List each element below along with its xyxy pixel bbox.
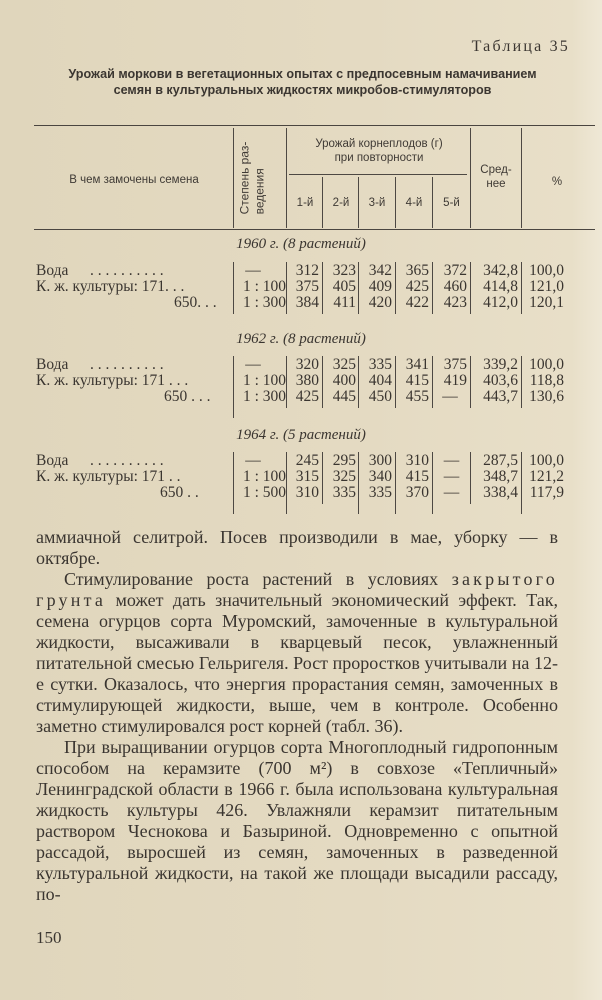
row-dilution: — [245, 262, 261, 279]
table-row [0, 279, 602, 295]
row-rep-3: 450 [368, 388, 392, 405]
row-dilution: 1 : 500 [242, 484, 286, 501]
row-dilution: 1 : 100 [242, 468, 286, 485]
row-rep-5: 372 [443, 262, 467, 279]
row-dilution: 1 : 300 [242, 294, 286, 311]
row-rep-4: 425 [405, 278, 429, 295]
row-rep-5: — [443, 452, 460, 469]
row-mean: 338,4 [483, 484, 518, 501]
row-rep-1: 425 [295, 388, 319, 405]
header-subrule [289, 174, 467, 175]
header-yield-group [288, 137, 470, 165]
row-mean: 287,5 [483, 452, 518, 469]
header-rep-5: 5-й [443, 197, 460, 209]
row-rep-3: 335 [368, 356, 392, 373]
row-rep-4: 341 [405, 356, 429, 373]
row-name: К. ж. культуры: 171 . . . [36, 372, 189, 389]
header-rep-4: 4-й [405, 197, 423, 209]
row-rep-1: 384 [295, 294, 319, 311]
row-rep-5: — [443, 484, 460, 501]
row-percent: 100,0 [529, 356, 564, 373]
table-row [0, 373, 602, 389]
header-dilution-line2: ведения [252, 168, 267, 215]
row-name: Вода [36, 452, 69, 469]
row-rep-2: 325 [332, 356, 356, 373]
row-percent: 100,0 [529, 452, 564, 469]
table-label: Таблица 35 [471, 38, 570, 55]
header-rep-3: 3-й [368, 197, 386, 209]
row-dilution: — [245, 356, 261, 373]
header-percent: % [551, 176, 563, 188]
row-rep-1: 310 [295, 484, 319, 501]
row-dilution: 1 : 100 [242, 372, 286, 389]
row-leader-dots: . . . . . . . . . . [90, 356, 164, 373]
row-rep-3: 409 [368, 278, 392, 295]
row-dilution: 1 : 300 [242, 388, 286, 405]
paragraph-1: аммиачной селитрой. Посев производили в мае, уборку — в октябре. [36, 527, 558, 568]
row-mean: 348,7 [483, 468, 518, 485]
row-rep-3: 420 [368, 294, 392, 311]
header-soaked-in: В чем замочены семена [69, 174, 199, 186]
row-rep-2: 405 [332, 278, 356, 295]
row-mean: 342,8 [483, 262, 518, 279]
row-percent: 118,8 [529, 372, 564, 389]
paragraph-3: При выращивании огурцов сорта Многоплодный гидропонным способом на керамзите (700 м²) в совхозе «Тепличный» Ленинградской области в 1966 г. была использована культуральная жидкость культуры 426. Увлажняли керамзит питательным раствором Чеснокова и Базыриной. Одновременно с опытной рассадой, выросшей из семян, замоченных в разведенной культуральной жидкости, на такой же площади высадили рассаду, по- [36, 737, 558, 904]
table-row [0, 389, 602, 405]
header-rep-1: 1-й [296, 197, 314, 209]
header-rep-2: 2-й [332, 197, 350, 209]
row-percent: 117,9 [529, 484, 564, 501]
row-mean: 443,7 [483, 388, 518, 405]
row-dilution: 1 : 100 [242, 278, 286, 295]
row-percent: 130,6 [529, 388, 564, 405]
paragraph-2 [36, 569, 558, 737]
table-row [0, 357, 602, 373]
row-leader-dots: . . . . . . . . . . [90, 262, 164, 279]
row-mean: 414,8 [483, 278, 518, 295]
row-rep-2: 400 [332, 372, 356, 389]
row-percent: 100,0 [529, 262, 564, 279]
row-mean: 412,0 [483, 294, 518, 311]
table-row [0, 453, 602, 469]
row-rep-1: 320 [295, 356, 319, 373]
row-name: 650 . . [160, 484, 199, 501]
row-percent: 120,1 [529, 294, 564, 311]
row-percent: 121,2 [529, 468, 564, 485]
row-name: Вода [36, 356, 69, 373]
row-mean: 403,6 [483, 372, 518, 389]
row-name: 650 . . . [164, 388, 211, 405]
row-rep-2: 325 [332, 468, 356, 485]
header-divider [286, 128, 287, 228]
row-name: Вода [36, 262, 69, 279]
row-rep-4: 415 [405, 468, 429, 485]
row-rep-2: 323 [332, 262, 356, 279]
row-dilution: — [245, 452, 261, 469]
row-rep-1: 315 [295, 468, 319, 485]
header-mean-line1: Сред- [480, 164, 512, 176]
header-dilution [222, 134, 282, 222]
section-title-1962: 1962 г. (8 растений) [236, 331, 366, 347]
row-rep-3: 404 [368, 372, 392, 389]
row-rep-5: 423 [443, 294, 467, 311]
row-rep-5: — [442, 388, 458, 405]
row-rep-1: 245 [295, 452, 319, 469]
row-rep-4: 415 [405, 372, 429, 389]
row-name: К. ж. культуры: 171. . . [36, 278, 185, 295]
row-rep-4: 455 [405, 388, 429, 405]
row-rep-5: 419 [443, 372, 467, 389]
header-dilution-line1: Степень раз- [237, 141, 252, 215]
row-rep-5: — [443, 468, 460, 485]
paragraph-2-start: Стимулирование роста растений в условиях [64, 569, 452, 589]
header-yield-line1: Урожай корнеплодов (г) [315, 138, 443, 150]
row-leader-dots: . . . . . . . . . . [90, 452, 164, 469]
header-mean [471, 163, 521, 191]
row-rep-2: 295 [332, 452, 356, 469]
table-header-bottom-rule [34, 229, 595, 230]
table-row [0, 485, 602, 501]
body-text [36, 527, 558, 905]
row-rep-4: 422 [405, 294, 429, 311]
table-row [0, 469, 602, 485]
row-rep-5: 375 [443, 356, 467, 373]
row-rep-4: 365 [405, 262, 429, 279]
row-percent: 121,0 [529, 278, 564, 295]
row-rep-2: 445 [332, 388, 356, 405]
row-name: 650. . . [174, 294, 217, 311]
row-rep-4: 310 [405, 452, 429, 469]
row-rep-2: 411 [333, 294, 356, 311]
row-rep-3: 340 [368, 468, 392, 485]
row-rep-5: 460 [443, 278, 467, 295]
row-mean: 339,2 [483, 356, 518, 373]
table-caption: Урожай моркови в вегетационных опытах с предпосевным намачиванием семян в культуральных жидкостях микробов-стимуляторов [68, 67, 537, 97]
row-rep-4: 370 [405, 484, 429, 501]
row-rep-1: 375 [295, 278, 319, 295]
row-rep-3: 335 [368, 484, 392, 501]
paragraph-2-rest: может дать значительный экономический эффект. Так, семена огурцов сорта Муромский, замоченные в культуральной жидкости, высаживали в кварцевый песок, увлажненный питательной смесью Гельригеля. Рост проростков учитывали на 12-е сутки. Оказалось, что энергия прорастания семян, замоченных в стимулирующей жидкости, выше, чем в контроле. Особенно заметно стимулировался рост корней (табл. 36). [36, 590, 558, 736]
header-mean-line2: нее [486, 178, 506, 190]
row-rep-1: 380 [295, 372, 319, 389]
table-row [0, 295, 602, 311]
row-rep-3: 300 [368, 452, 392, 469]
page-number: 150 [36, 928, 62, 947]
table-row [0, 263, 602, 279]
header-yield-line2: при повторности [334, 152, 424, 164]
table-top-rule [34, 125, 595, 126]
row-name: К. ж. культуры: 171 . . [36, 468, 181, 485]
section-title-1964: 1964 г. (5 растений) [236, 427, 366, 443]
row-rep-1: 312 [295, 262, 319, 279]
section-title-1960: 1960 г. (8 растений) [236, 236, 366, 252]
row-rep-2: 335 [332, 484, 356, 501]
paragraph-2-emphasis: закрытого грунта [36, 569, 558, 610]
row-rep-3: 342 [368, 262, 392, 279]
